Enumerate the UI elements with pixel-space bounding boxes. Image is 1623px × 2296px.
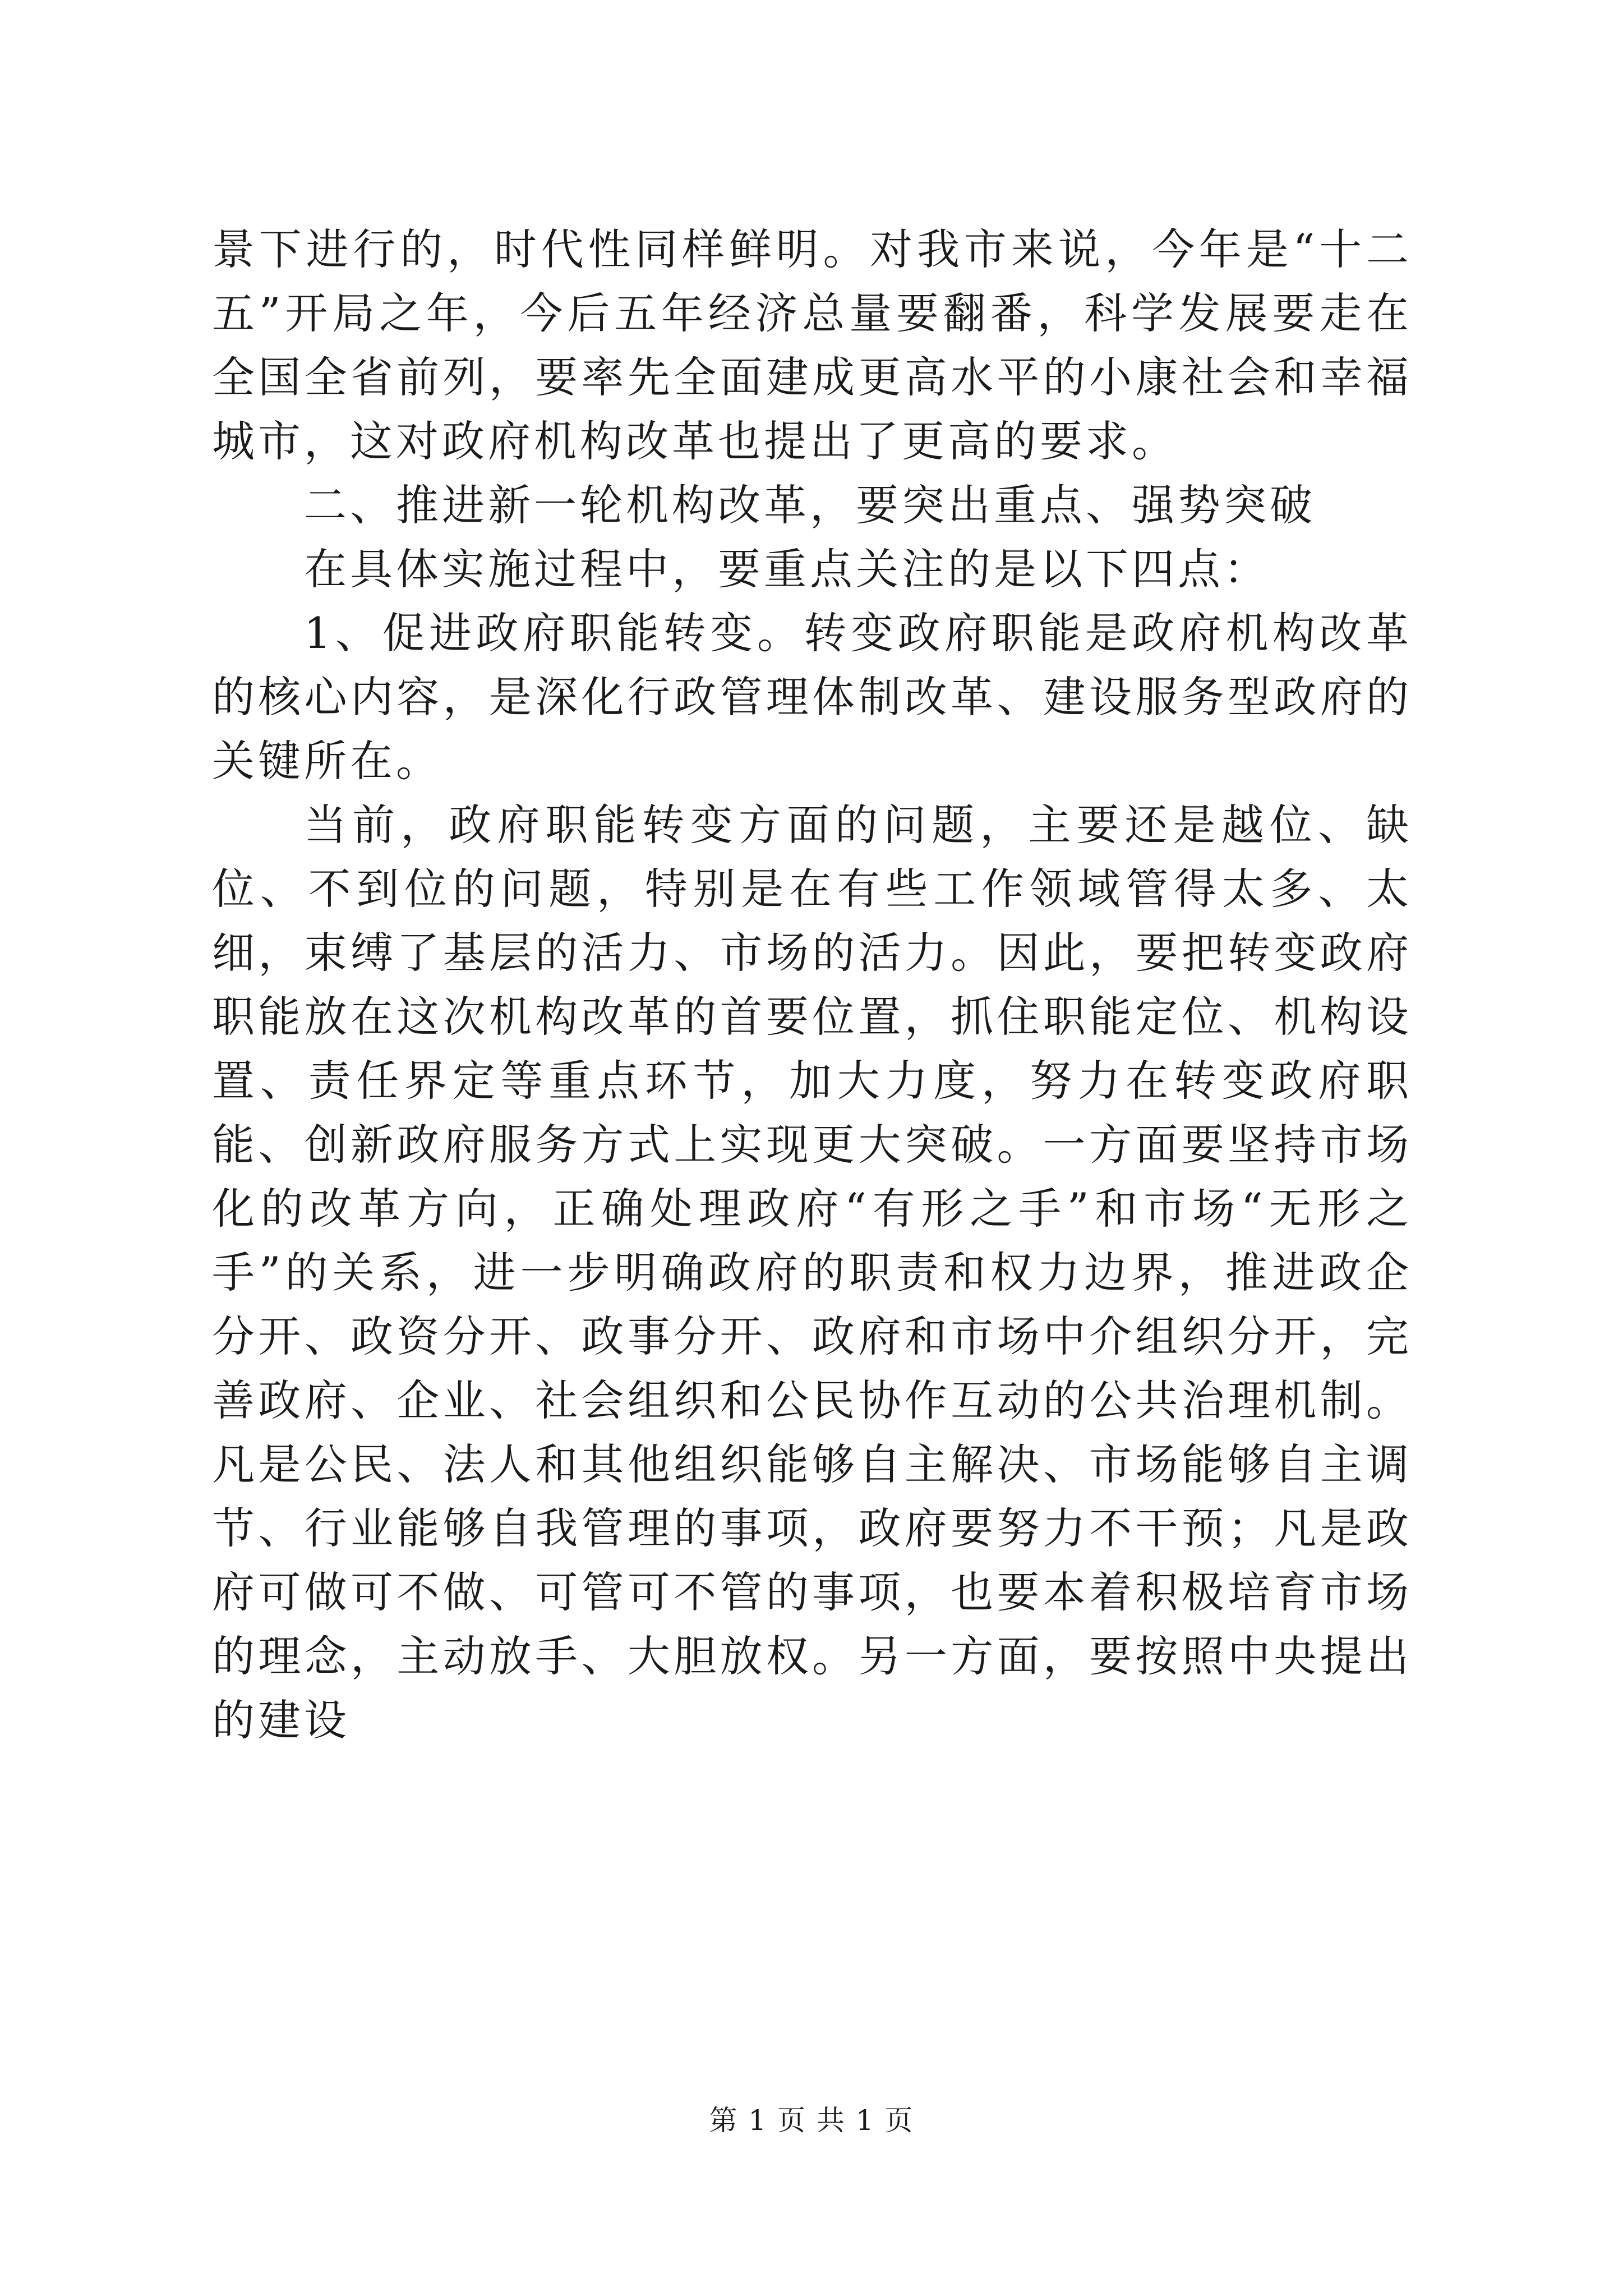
paragraph-5: 当前，政府职能转变方面的问题，主要还是越位、缺位、不到位的问题，特别是在有些工作领域管得太多、太细，束缚了基层的活力、市场的活力。因此，要把转变政府职能放在这次机构改革的首要位置，抓住职能定位、机构设置、责任界定等重点环节，加大力度，努力在转变政府职能、创新政府服务方式上实现更大突破。一方面要坚持市场化的改革方向，正确处理政府“有形之手”和市场“无形之手”的关系，进一步明确政府的职责和权力边界，推进政企分开、政资分开、政事分开、政府和市场中介组织分开，完善政府、企业、社会组织和公民协作互动的公共治理机制。凡是公民、法人和其他组织能够自主解决、市场能够自主调节、行业能够自我管理的事项，政府要努力不干预；凡是政府可做可不做、可管可不管的事项，也要本着积极培育市场的理念，主动放手、大胆放权。另一方面，要按照中央提出的建设: [212, 800, 1412, 1745]
section-heading-2: 二、推进新一轮机构改革，要突出重点、强势突破: [304, 480, 1316, 530]
paragraph-3: 在具体实施过程中，要重点关注的是以下四点：: [304, 544, 1270, 594]
document-body: [212, 218, 1412, 1752]
page-footer: 第 1 页 共 1 页: [709, 2104, 914, 2137]
paragraph-1: 景下进行的，时代性同样鲜明。对我市来说，今年是“十二五”开局之年，今后五年经济总量要翻番，科学发展要走在全国全省前列，要率先全面建成更高水平的小康社会和幸福城市，这对政府机构改革也提出了更高的要求。: [212, 224, 1412, 466]
paragraph-4: 1、促进政府职能转变。转变政府职能是政府机构改革的核心内容，是深化行政管理体制改革、建设服务型政府的关键所在。: [212, 608, 1412, 786]
